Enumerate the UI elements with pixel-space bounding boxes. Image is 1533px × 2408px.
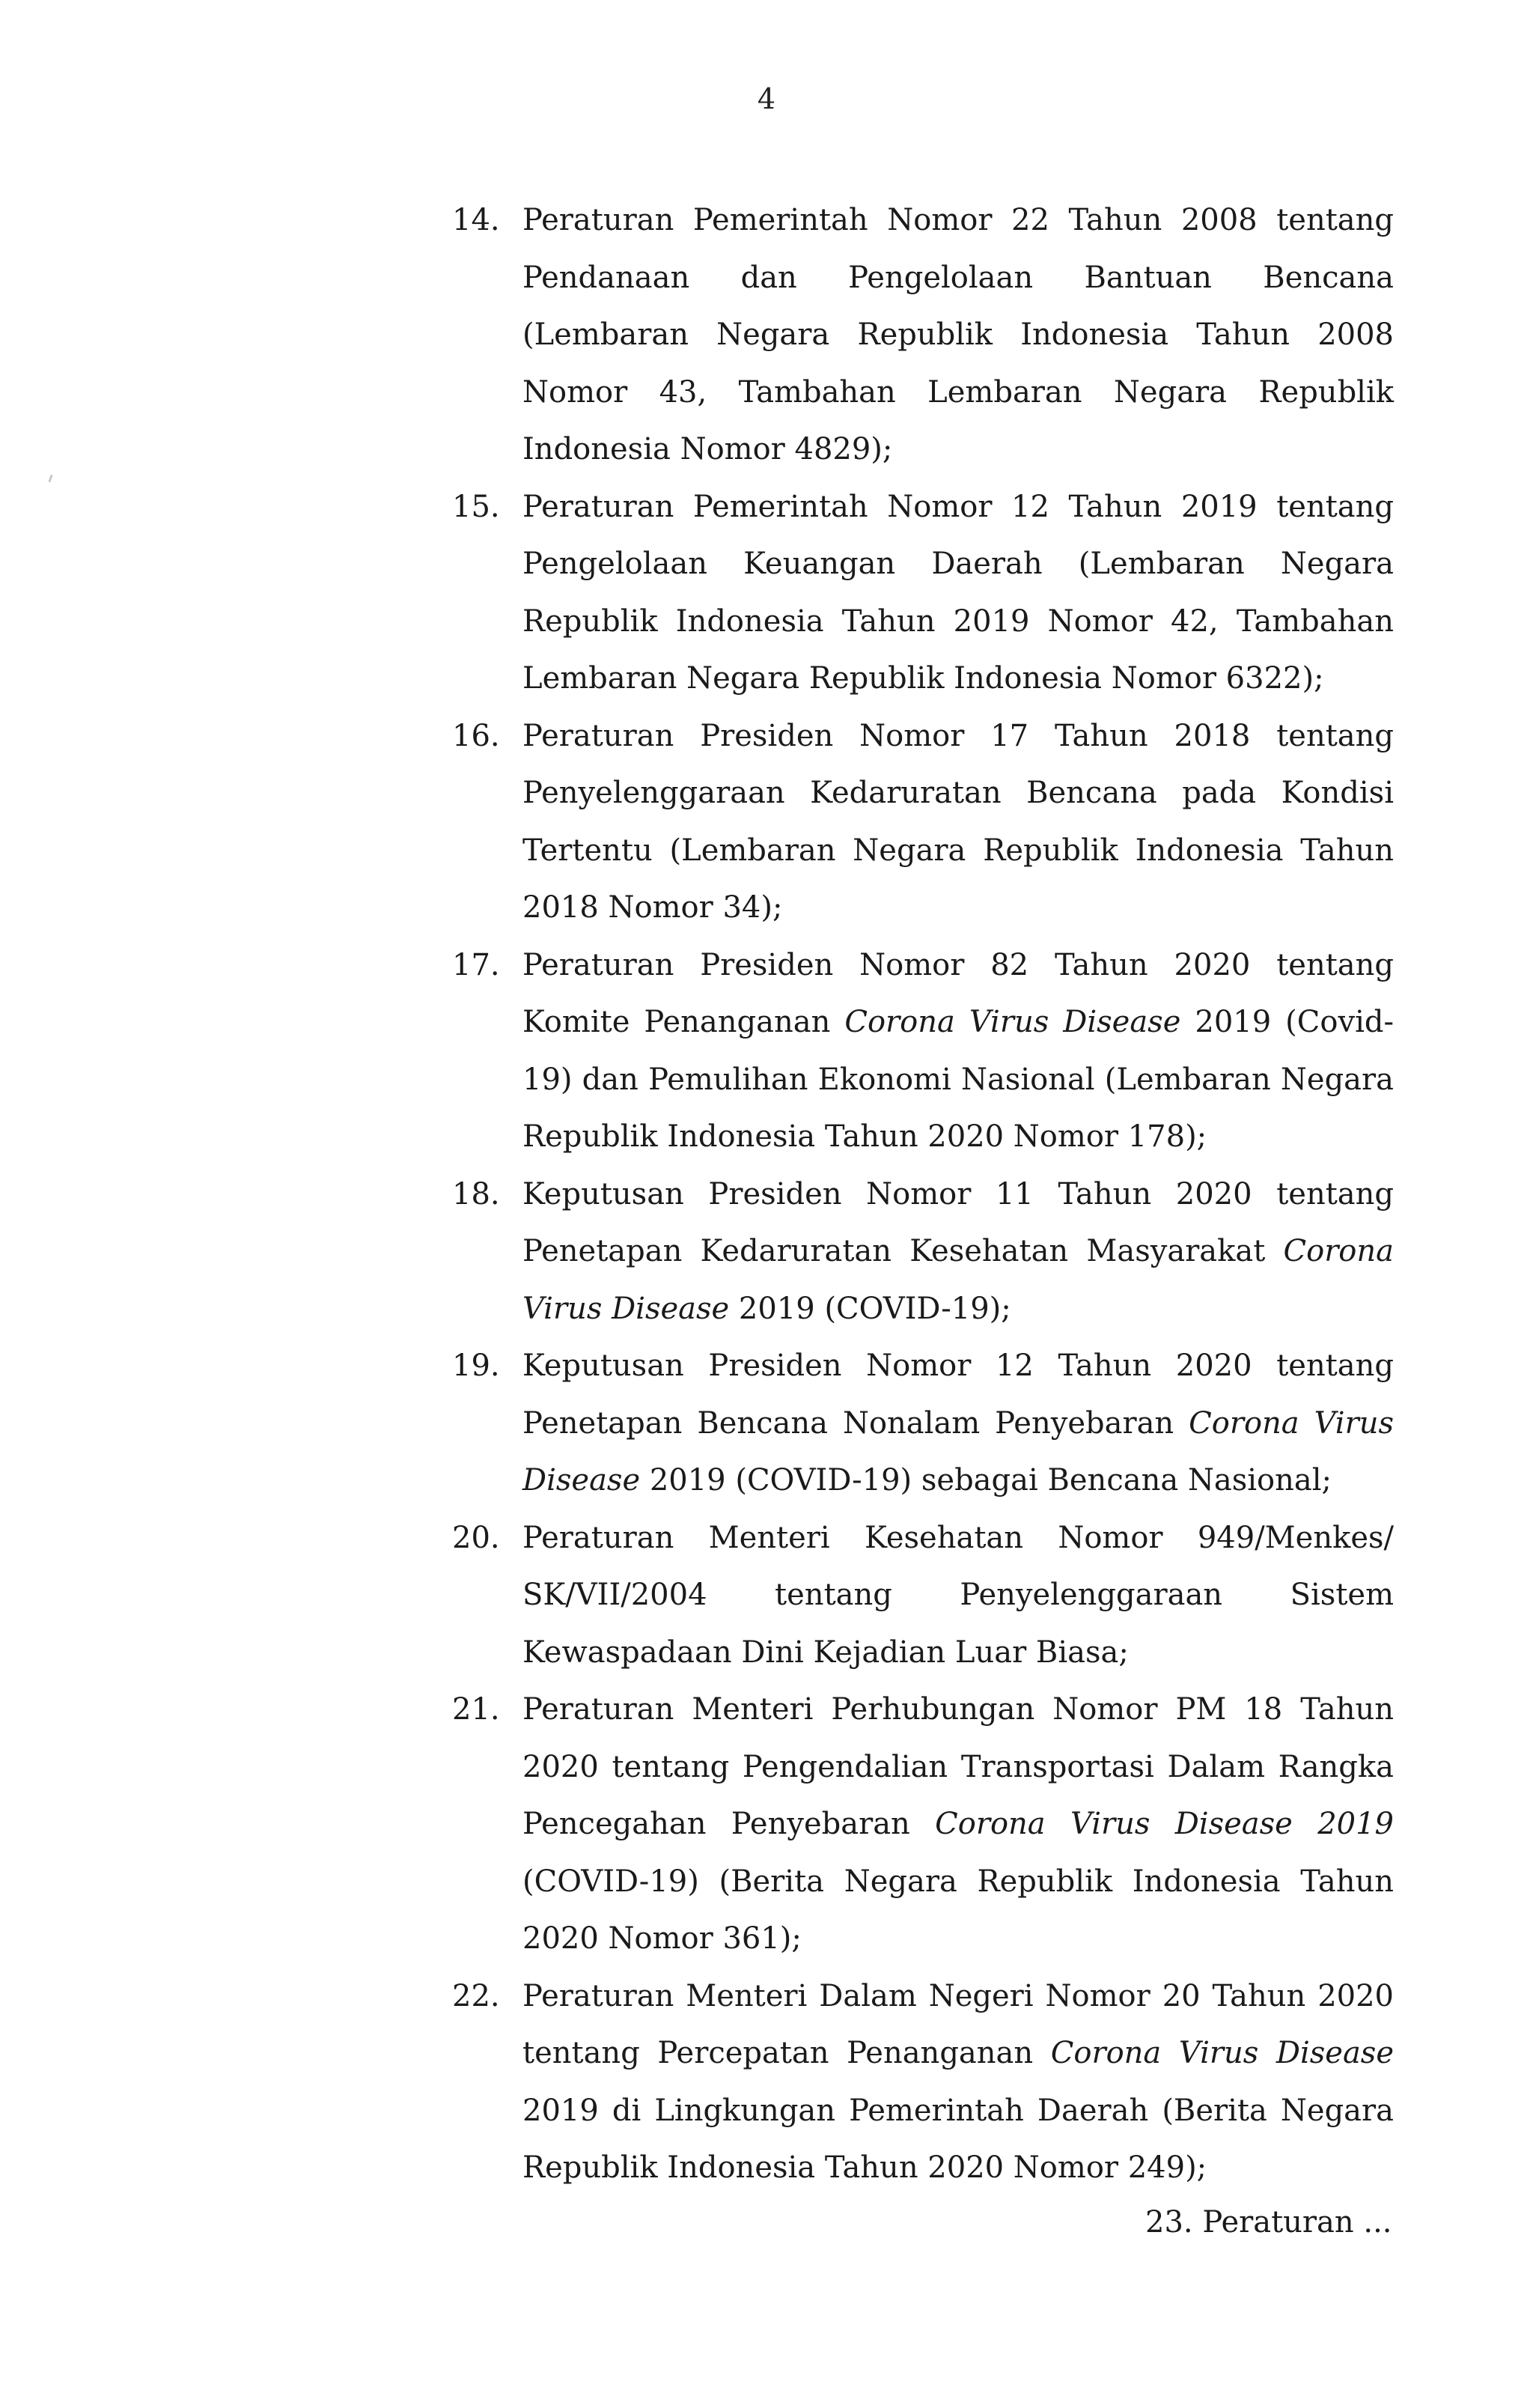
list-item-number: 20. — [452, 1520, 500, 1555]
list-item-text — [522, 1337, 1394, 1509]
text-segment: 2019 (Covid-19) dan Pemulihan Ekonomi Nasional (Lembaran Negara Republik Indonesia Tahun 2020 Nomor 178); — [522, 1005, 1394, 1154]
list-item-number: 15. — [452, 489, 500, 524]
list-item-text — [522, 1681, 1394, 1968]
list-item-number: 19. — [452, 1349, 500, 1383]
list-item-number: 16. — [452, 718, 500, 753]
italic-term: Corona Virus Disease 2019 — [935, 1807, 1394, 1841]
list-item-number: 22. — [452, 1978, 500, 2013]
text-segment: Keputusan Presiden Nomor 12 Tahun 2020 tentang Penetapan Bencana Nonalam Penyebaran — [522, 1349, 1394, 1441]
list-item — [452, 192, 1394, 478]
text-segment: Peraturan Pemerintah Nomor 22 Tahun 2008 tentang Pendanaan dan Pengelolaan Bantuan Bencana (Lembaran Negara Republik Indonesia Tahun 2008 Nomor 43, Tambahan Lembaran Negara Republik Indonesia Nomor 4829); — [522, 203, 1394, 466]
text-segment: Peraturan Presiden Nomor 17 Tahun 2018 tentang Penyelenggaraan Kedaruratan Bencana pada Kondisi Tertentu (Lembaran Negara Republik Indonesia Tahun 2018 Nomor 34); — [522, 718, 1394, 925]
list-item — [452, 708, 1394, 937]
list-item-text — [522, 478, 1394, 708]
list-item-text — [522, 192, 1394, 478]
text-segment: Keputusan Presiden Nomor 11 Tahun 2020 tentang Penetapan Kedaruratan Kesehatan Masyarakat — [522, 1176, 1394, 1268]
list-item-text — [522, 1166, 1394, 1338]
page-number: 4 — [757, 82, 776, 115]
list-item — [452, 1166, 1394, 1338]
text-segment: 2019 (COVID-19); — [729, 1291, 1011, 1326]
list-item-text — [522, 937, 1394, 1166]
list-item — [452, 1509, 1394, 1682]
list-item — [452, 937, 1394, 1166]
list-item-number: 21. — [452, 1692, 500, 1727]
italic-term: Corona Virus Disease — [522, 1405, 1395, 1498]
list-item — [452, 1337, 1395, 1509]
italic-term: Corona Virus Disease — [844, 1005, 1181, 1039]
text-segment: Peraturan Presiden Nomor 82 Tahun 2020 tentang Komite Penanganan — [522, 947, 1394, 1039]
list-item-number: 14. — [452, 203, 500, 237]
list-item-text — [522, 708, 1394, 937]
list-item-number: 17. — [452, 947, 500, 982]
text-segment: (COVID-19) (Berita Negara Republik Indonesia Tahun 2020 Nomor 361); — [522, 1864, 1394, 1956]
text-segment: 2019 (COVID-19) sebagai Bencana Nasional; — [640, 1463, 1332, 1498]
text-segment: Peraturan Menteri Kesehatan Nomor 949/Menkes/ SK/VII/2004 tentang Penyelenggaraan Sistem Kewaspadaan Dini Kejadian Luar Biasa; — [522, 1520, 1394, 1670]
scan-speck — [48, 475, 52, 482]
list-item — [452, 1968, 1394, 2197]
legal-basis-list — [452, 192, 1395, 2197]
italic-term: Corona Virus Disease — [522, 1234, 1394, 1326]
text-segment: Peraturan Menteri Dalam Negeri Nomor 20 Tahun 2020 tentang Percepatan Penanganan — [522, 1978, 1394, 2070]
text-segment: Peraturan Pemerintah Nomor 12 Tahun 2019 tentang Pengelolaan Keuangan Daerah (Lembaran Negara Republik Indonesia Tahun 2019 Nomor 42, Tambahan Lembaran Negara Republik Indonesia Nomor 6322); — [522, 489, 1394, 696]
text-segment: 2019 di Lingkungan Pemerintah Daerah (Berita Negara Republik Indonesia Tahun 2020 Nomor 249); — [522, 2093, 1394, 2185]
list-item-text — [522, 1968, 1394, 2197]
text-segment: Peraturan Menteri Perhubungan Nomor PM 18 Tahun 2020 tentang Pengendalian Transportasi Dalam Rangka Pencegahan Penyebaran — [522, 1692, 1394, 1841]
list-item — [452, 1681, 1394, 1968]
list-item — [452, 478, 1394, 708]
list-item-number: 18. — [452, 1176, 500, 1211]
italic-term: Corona Virus Disease — [1050, 2036, 1394, 2070]
continuation-catchword: 23. Peraturan ... — [1145, 2205, 1392, 2240]
list-item-text — [522, 1509, 1394, 1682]
